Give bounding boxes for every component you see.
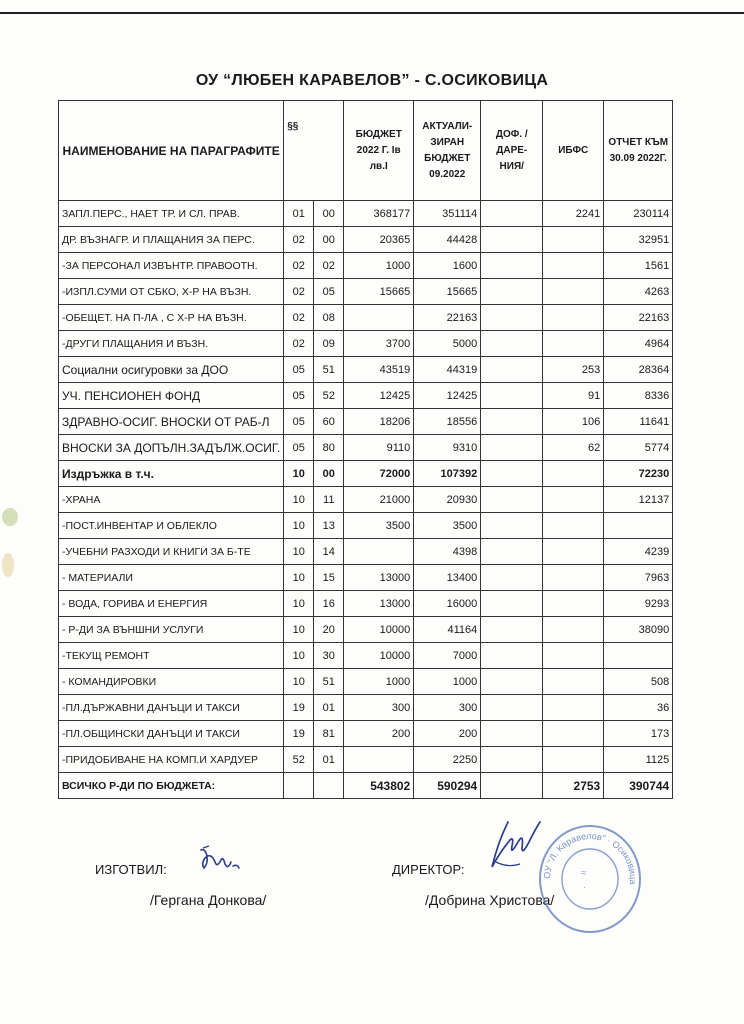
row-updated: 107392 <box>414 461 481 487</box>
row-code-2: 01 <box>314 695 344 721</box>
row-name: -ТЕКУЩ РЕМОНТ <box>59 643 284 669</box>
row-budget: 368177 <box>344 201 414 227</box>
row-name: ЗДРАВНО-ОСИГ. ВНОСКИ ОТ РАБ-Л <box>59 409 284 435</box>
table-row <box>59 253 673 279</box>
table-row <box>59 201 673 227</box>
row-donations <box>481 539 543 565</box>
row-donations <box>481 279 543 305</box>
row-code-1: 10 <box>284 461 314 487</box>
row-ibfs <box>543 669 604 695</box>
header-code: §§ <box>284 101 344 201</box>
row-report: 36 <box>604 695 673 721</box>
row-updated: 200 <box>414 721 481 747</box>
row-updated: 18556 <box>414 409 481 435</box>
row-budget: 10000 <box>344 643 414 669</box>
row-budget: 1000 <box>344 669 414 695</box>
row-ibfs <box>543 617 604 643</box>
row-ibfs <box>543 539 604 565</box>
row-name: -ДРУГИ ПЛАЩАНИЯ И ВЪЗН. <box>59 331 284 357</box>
row-ibfs <box>543 747 604 773</box>
row-code-2: 01 <box>314 747 344 773</box>
row-updated: 5000 <box>414 331 481 357</box>
row-code-1: 52 <box>284 747 314 773</box>
row-code-1: 10 <box>284 487 314 513</box>
row-name: - МАТЕРИАЛИ <box>59 565 284 591</box>
row-budget: 43519 <box>344 357 414 383</box>
row-code-1: 02 <box>284 227 314 253</box>
row-code-2: 16 <box>314 591 344 617</box>
row-donations <box>481 721 543 747</box>
header-budget: БЮДЖЕТ 2022 Г. Iв лв.I <box>344 101 414 201</box>
row-updated: 7000 <box>414 643 481 669</box>
row-donations <box>481 435 543 461</box>
row-budget: 10000 <box>344 617 414 643</box>
prepared-signature-image <box>195 842 255 882</box>
row-budget: 9110 <box>344 435 414 461</box>
row-ibfs <box>543 253 604 279</box>
row-donations <box>481 617 543 643</box>
row-name: -ПЛ.ДЪРЖАВНИ ДАНЪЦИ И ТАКСИ <box>59 695 284 721</box>
table-row <box>59 643 673 669</box>
row-code-2: 60 <box>314 409 344 435</box>
row-ibfs: 91 <box>543 383 604 409</box>
row-updated: 41164 <box>414 617 481 643</box>
row-code-1: 10 <box>284 617 314 643</box>
row-updated: 1600 <box>414 253 481 279</box>
table-row <box>59 279 673 305</box>
row-updated: 300 <box>414 695 481 721</box>
row-name: ВНОСКИ ЗА ДОПЪЛН.ЗАДЪЛЖ.ОСИГ. <box>59 435 284 461</box>
row-report: 5774 <box>604 435 673 461</box>
row-name: Издръжка в т.ч. <box>59 461 284 487</box>
row-name: -ИЗПЛ.СУМИ ОТ СБКО, Х-Р НА ВЪЗН. <box>59 279 284 305</box>
table-row <box>59 487 673 513</box>
table-row <box>59 409 673 435</box>
row-code-1: 01 <box>284 201 314 227</box>
row-code-2: 52 <box>314 383 344 409</box>
row-updated: 351114 <box>414 201 481 227</box>
row-code-1: 05 <box>284 435 314 461</box>
row-report: 7963 <box>604 565 673 591</box>
row-name: УЧ. ПЕНСИОНЕН ФОНД <box>59 383 284 409</box>
table-row <box>59 331 673 357</box>
row-report: 12137 <box>604 487 673 513</box>
row-name: -ПОСТ.ИНВЕНТАР И ОБЛЕКЛО <box>59 513 284 539</box>
row-name: -ОБЕЩЕТ. НА П-ЛА , С Х-Р НА ВЪЗН. <box>59 305 284 331</box>
row-code-1: 02 <box>284 253 314 279</box>
row-name: -ЗА ПЕРСОНАЛ ИЗВЪНТР. ПРАВООТН. <box>59 253 284 279</box>
director-label: ДИРЕКТОР: <box>392 862 465 877</box>
table-body <box>59 201 673 773</box>
school-stamp-image <box>535 822 645 937</box>
row-code-2: 51 <box>314 669 344 695</box>
row-report: 22163 <box>604 305 673 331</box>
row-report: 173 <box>604 721 673 747</box>
row-donations <box>481 669 543 695</box>
row-budget <box>344 747 414 773</box>
row-code-2: 51 <box>314 357 344 383</box>
row-donations <box>481 357 543 383</box>
row-ibfs <box>543 513 604 539</box>
table-row <box>59 227 673 253</box>
row-report: 38090 <box>604 617 673 643</box>
row-budget: 13000 <box>344 591 414 617</box>
row-donations <box>481 487 543 513</box>
row-ibfs <box>543 461 604 487</box>
row-code-2: 11 <box>314 487 344 513</box>
table-row <box>59 539 673 565</box>
row-budget: 1000 <box>344 253 414 279</box>
row-ibfs <box>543 721 604 747</box>
row-name: - ВОДА, ГОРИВА И ЕНЕРГИЯ <box>59 591 284 617</box>
row-budget: 12425 <box>344 383 414 409</box>
total-donations <box>481 773 543 799</box>
row-report: 4964 <box>604 331 673 357</box>
row-code-2: 20 <box>314 617 344 643</box>
row-report: 9293 <box>604 591 673 617</box>
row-code-1: 02 <box>284 305 314 331</box>
row-donations <box>481 695 543 721</box>
row-report: 4239 <box>604 539 673 565</box>
row-budget: 3500 <box>344 513 414 539</box>
row-ibfs <box>543 695 604 721</box>
row-ibfs: 2241 <box>543 201 604 227</box>
row-updated: 13400 <box>414 565 481 591</box>
row-report: 8336 <box>604 383 673 409</box>
scan-top-border <box>0 12 744 14</box>
row-code-1: 02 <box>284 279 314 305</box>
row-code-1: 05 <box>284 383 314 409</box>
row-ibfs <box>543 279 604 305</box>
row-report: 28364 <box>604 357 673 383</box>
row-budget: 13000 <box>344 565 414 591</box>
row-ibfs <box>543 305 604 331</box>
table-row <box>59 435 673 461</box>
table-row <box>59 695 673 721</box>
row-report: 508 <box>604 669 673 695</box>
row-code-1: 05 <box>284 357 314 383</box>
row-code-2: 09 <box>314 331 344 357</box>
table-row <box>59 591 673 617</box>
svg-text:·: · <box>583 882 586 892</box>
row-donations <box>481 513 543 539</box>
row-report: 72230 <box>604 461 673 487</box>
row-updated: 1000 <box>414 669 481 695</box>
row-budget: 300 <box>344 695 414 721</box>
total-updated: 590294 <box>414 773 481 799</box>
row-updated: 44319 <box>414 357 481 383</box>
table-row <box>59 617 673 643</box>
row-code-2: 15 <box>314 565 344 591</box>
row-budget: 20365 <box>344 227 414 253</box>
row-updated: 2250 <box>414 747 481 773</box>
row-code-2: 08 <box>314 305 344 331</box>
row-ibfs <box>543 591 604 617</box>
row-updated: 12425 <box>414 383 481 409</box>
header-donations: ДОФ. /ДАРЕ-НИЯ/ <box>481 101 543 201</box>
document-title: ОУ “ЛЮБЕН КАРАВЕЛОВ” - С.ОСИКОВИЦА <box>195 72 549 89</box>
row-name: -ПРИДОБИВАНЕ НА КОМП.И ХАРДУЕР <box>59 747 284 773</box>
director-name: /Добрина Христова/ <box>425 892 555 908</box>
row-donations <box>481 461 543 487</box>
row-code-2: 02 <box>314 253 344 279</box>
table-row <box>59 721 673 747</box>
table-row <box>59 747 673 773</box>
table-row <box>59 461 673 487</box>
row-updated: 9310 <box>414 435 481 461</box>
row-code-1: 10 <box>284 591 314 617</box>
row-donations <box>481 591 543 617</box>
total-code-2 <box>314 773 344 799</box>
total-ibfs: 2753 <box>543 773 604 799</box>
row-updated: 3500 <box>414 513 481 539</box>
table-header-row <box>59 101 673 201</box>
row-report: 4263 <box>604 279 673 305</box>
row-ibfs <box>543 487 604 513</box>
row-code-1: 19 <box>284 721 314 747</box>
row-updated: 44428 <box>414 227 481 253</box>
row-name: - Р-ДИ ЗА ВЪНШНИ УСЛУГИ <box>59 617 284 643</box>
row-ibfs <box>543 565 604 591</box>
row-donations <box>481 253 543 279</box>
row-updated: 20930 <box>414 487 481 513</box>
row-code-1: 19 <box>284 695 314 721</box>
row-report: 11641 <box>604 409 673 435</box>
row-donations <box>481 383 543 409</box>
row-budget: 15665 <box>344 279 414 305</box>
row-name: - КОМАНДИРОВКИ <box>59 669 284 695</box>
total-report: 390744 <box>604 773 673 799</box>
row-budget: 21000 <box>344 487 414 513</box>
header-updated-budget: АКТУАЛИ-ЗИРАН БЮДЖЕТ 09.2022 <box>414 101 481 201</box>
row-code-1: 10 <box>284 513 314 539</box>
row-donations <box>481 331 543 357</box>
row-code-1: 05 <box>284 409 314 435</box>
row-budget: 200 <box>344 721 414 747</box>
row-report: 1125 <box>604 747 673 773</box>
header-report: ОТЧЕТ КЪМ 30.09 2022Г. <box>604 101 673 201</box>
row-code-1: 02 <box>284 331 314 357</box>
row-updated: 15665 <box>414 279 481 305</box>
table-row <box>59 383 673 409</box>
row-donations <box>481 643 543 669</box>
row-donations <box>481 565 543 591</box>
row-report <box>604 513 673 539</box>
total-row <box>59 773 673 799</box>
row-name: Социални осигуровки за ДОО <box>59 357 284 383</box>
budget-table <box>58 100 673 799</box>
row-code-2: 80 <box>314 435 344 461</box>
row-budget: 18206 <box>344 409 414 435</box>
row-code-2: 13 <box>314 513 344 539</box>
row-code-1: 10 <box>284 565 314 591</box>
row-updated: 16000 <box>414 591 481 617</box>
row-code-2: 81 <box>314 721 344 747</box>
row-ibfs <box>543 227 604 253</box>
table-row <box>59 357 673 383</box>
table-row <box>59 513 673 539</box>
row-donations <box>481 409 543 435</box>
row-code-2: 05 <box>314 279 344 305</box>
row-name: -ХРАНА <box>59 487 284 513</box>
total-code-1 <box>284 773 314 799</box>
row-name: ЗАПЛ.ПЕРС., НАЕТ ТР. И СЛ. ПРАВ. <box>59 201 284 227</box>
row-code-1: 10 <box>284 643 314 669</box>
row-name: -УЧЕБНИ РАЗХОДИ И КНИГИ ЗА Б-ТЕ <box>59 539 284 565</box>
row-budget: 3700 <box>344 331 414 357</box>
row-name: -ПЛ.ОБЩИНСКИ ДАНЪЦИ И ТАКСИ <box>59 721 284 747</box>
header-name: НАИМЕНОВАНИЕ НА ПАРАГРАФИТЕ <box>59 101 284 201</box>
row-report: 230114 <box>604 201 673 227</box>
row-code-2: 00 <box>314 461 344 487</box>
row-updated: 22163 <box>414 305 481 331</box>
row-updated: 4398 <box>414 539 481 565</box>
table-row <box>59 565 673 591</box>
prepared-by-name: /Гергана Донкова/ <box>150 892 267 908</box>
stamp-lettering: ОУ "Л. Каравелов" · Осиковица <box>541 830 639 885</box>
table-row <box>59 305 673 331</box>
row-code-2: 00 <box>314 201 344 227</box>
table-row <box>59 669 673 695</box>
row-code-2: 30 <box>314 643 344 669</box>
row-budget: 72000 <box>344 461 414 487</box>
row-donations <box>481 747 543 773</box>
row-ibfs: 62 <box>543 435 604 461</box>
header-ibfs: ИБФС <box>543 101 604 201</box>
row-name: ДР. ВЪЗНАГР. И ПЛАЩАНИЯ ЗА ПЕРС. <box>59 227 284 253</box>
row-ibfs <box>543 331 604 357</box>
total-label: ВСИЧКО Р-ДИ ПО БЮДЖЕТА: <box>59 773 284 799</box>
row-code-1: 10 <box>284 669 314 695</box>
row-report: 32951 <box>604 227 673 253</box>
paper-stain <box>0 505 22 585</box>
row-ibfs: 253 <box>543 357 604 383</box>
row-donations <box>481 305 543 331</box>
row-code-1: 10 <box>284 539 314 565</box>
row-donations <box>481 227 543 253</box>
row-budget <box>344 539 414 565</box>
row-ibfs: 106 <box>543 409 604 435</box>
total-budget: 543802 <box>344 773 414 799</box>
row-code-2: 14 <box>314 539 344 565</box>
row-ibfs <box>543 643 604 669</box>
row-report: 1561 <box>604 253 673 279</box>
row-donations <box>481 201 543 227</box>
svg-text:≈: ≈ <box>581 868 587 879</box>
row-budget <box>344 305 414 331</box>
row-code-2: 00 <box>314 227 344 253</box>
row-report <box>604 643 673 669</box>
prepared-by-label: ИЗГОТВИЛ: <box>95 862 167 877</box>
